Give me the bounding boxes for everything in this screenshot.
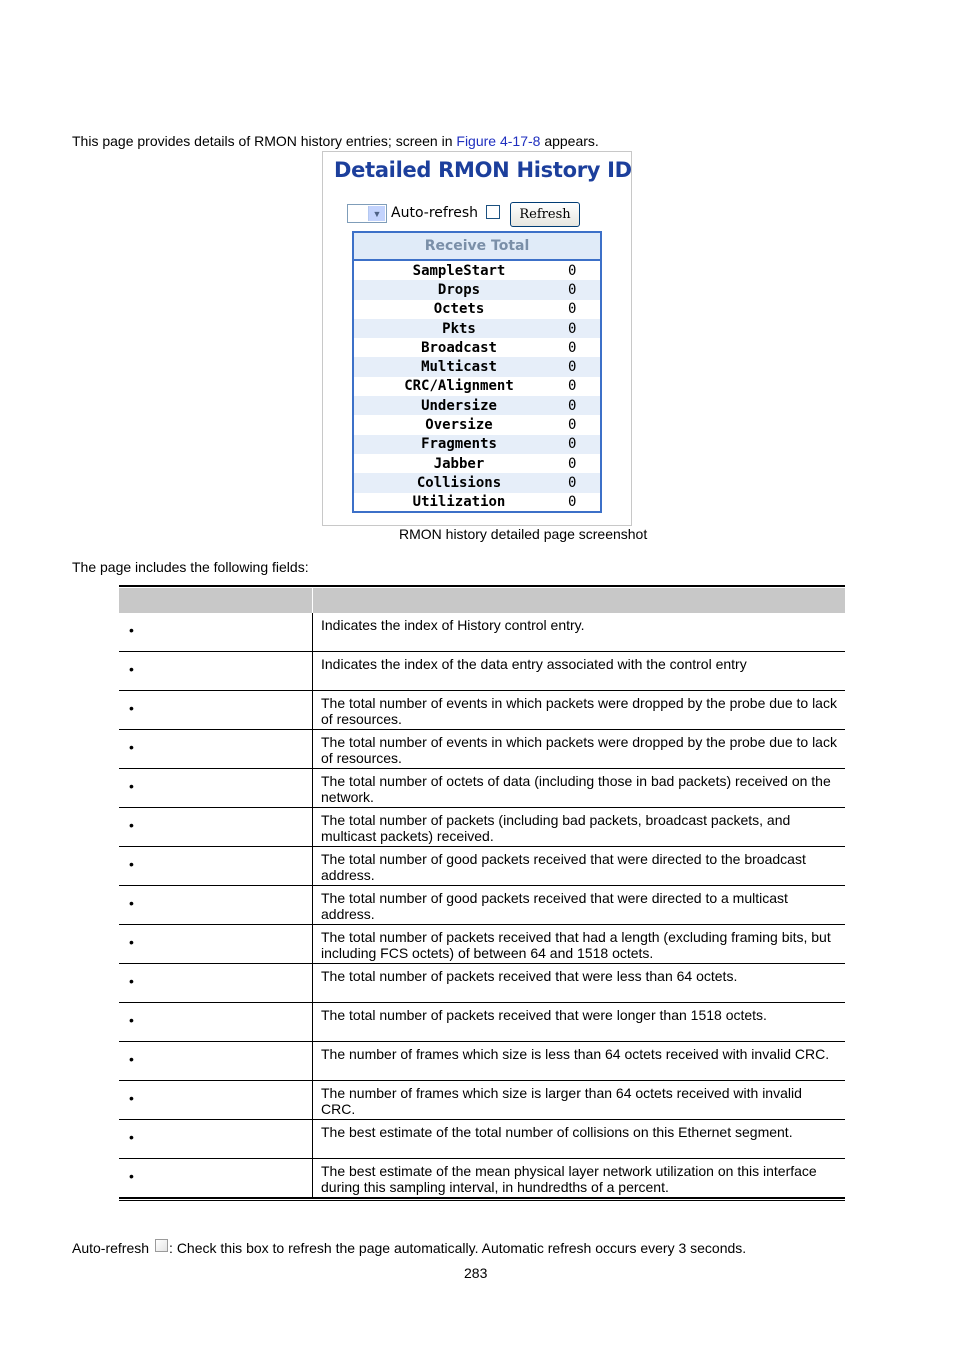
- bullet-icon: •: [129, 739, 134, 755]
- figure-caption: RMON history detailed page screenshot: [399, 526, 648, 542]
- table-row: [119, 769, 845, 808]
- bullet-icon: •: [129, 661, 134, 677]
- figure-link[interactable]: Figure 4-17-8: [456, 133, 541, 149]
- bullet-icon: •: [129, 700, 134, 716]
- field-name-cell: [119, 1003, 313, 1041]
- checkbox-icon: [155, 1239, 168, 1252]
- bullet-icon: •: [129, 778, 134, 794]
- stat-row: [354, 280, 600, 299]
- bullet-icon: •: [129, 1051, 134, 1067]
- field-name-cell: [119, 691, 313, 729]
- stat-label: Drops: [437, 281, 481, 298]
- table-row: [119, 613, 845, 652]
- bullet-icon: •: [129, 817, 134, 833]
- table-row: [119, 1081, 845, 1120]
- stat-row: [354, 415, 600, 434]
- table-header-row: [119, 587, 845, 613]
- field-description: Indicates the index of History control entry.: [321, 617, 585, 633]
- stat-value: 0: [568, 262, 577, 279]
- field-name-cell: [119, 808, 313, 846]
- bullet-icon: •: [129, 973, 134, 989]
- field-description: The number of frames which size is less than 64 octets received with invalid CRC.: [321, 1046, 830, 1062]
- field-name-cell: [119, 1081, 313, 1119]
- bullet-icon: •: [129, 622, 134, 638]
- stat-row: [354, 300, 600, 319]
- stat-label: Utilization: [412, 494, 506, 511]
- stat-row: [354, 454, 600, 473]
- field-description: The total number of good packets received that were directed to the broadcast address.: [321, 851, 806, 883]
- stat-row: [354, 493, 600, 512]
- stat-value: 0: [568, 397, 577, 414]
- table-row: [119, 691, 845, 730]
- fields-table: [119, 585, 845, 1201]
- field-description: The best estimate of the mean physical layer network utilization on this interface during this sampling interval, in hundredths of a percent.: [321, 1163, 817, 1195]
- field-name-cell: [119, 964, 313, 1002]
- stat-value: 0: [568, 417, 577, 434]
- intro-paragraph: [72, 133, 599, 149]
- bullet-icon: •: [129, 856, 134, 872]
- receive-total-table: [352, 231, 602, 513]
- page-number: 283: [464, 1265, 488, 1281]
- stat-label: Broadcast: [421, 339, 497, 356]
- refresh-button[interactable]: Refresh: [510, 202, 580, 227]
- field-rows: [119, 613, 845, 1198]
- receive-total-header: Receive Total: [354, 233, 600, 261]
- bullet-icon: •: [129, 1012, 134, 1028]
- stat-value: 0: [568, 378, 577, 395]
- auto-refresh-label: Auto-refresh: [391, 205, 479, 221]
- stat-label: CRC/Alignment: [404, 378, 514, 395]
- field-description: The total number of events in which packets were dropped by the probe due to lack of resources.: [321, 734, 837, 766]
- stat-row: [354, 338, 600, 357]
- bullet-icon: •: [129, 1090, 134, 1106]
- field-description: The total number of packets received that had a length (excluding framing bits, but including FCS octets) of between 64 and 1518 octets.: [321, 929, 831, 961]
- stat-label: Undersize: [421, 397, 497, 414]
- field-description: The total number of events in which packets were dropped by the probe due to lack of resources.: [321, 695, 837, 727]
- field-description: The total number of octets of data (including those in bad packets) received on the network.: [321, 773, 831, 805]
- rmon-screenshot: [322, 151, 632, 526]
- stat-label: Pkts: [442, 320, 476, 337]
- footnote-label: Auto-refresh: [72, 1240, 150, 1256]
- table-row: [119, 1159, 845, 1198]
- stat-row: [354, 435, 600, 454]
- fields-intro: The page includes the following fields:: [72, 559, 309, 575]
- stat-row: [354, 357, 600, 376]
- intro-text-after: appears.: [540, 133, 599, 149]
- table-row: [119, 964, 845, 1003]
- field-name-cell: [119, 769, 313, 807]
- screenshot-title: Detailed RMON History ID: [334, 158, 632, 182]
- stat-label: Octets: [433, 301, 485, 318]
- field-description: The total number of good packets received that were directed to a multicast address.: [321, 890, 788, 922]
- stat-value: 0: [568, 436, 577, 453]
- stat-value: 0: [568, 494, 577, 511]
- stat-rows: [354, 261, 600, 512]
- stat-label: Oversize: [425, 417, 493, 434]
- table-row: [119, 730, 845, 769]
- stat-label: Fragments: [421, 436, 497, 453]
- stat-label: Jabber: [433, 455, 485, 472]
- stat-value: 0: [568, 281, 577, 298]
- bullet-icon: •: [129, 1168, 134, 1184]
- table-row: [119, 847, 845, 886]
- field-name-cell: [119, 925, 313, 963]
- field-description: The number of frames which size is larger than 64 octets received with invalid CRC.: [321, 1085, 802, 1117]
- stat-value: 0: [568, 339, 577, 356]
- table-row: [119, 925, 845, 964]
- stat-label: SampleStart: [412, 262, 506, 279]
- field-name-cell: [119, 730, 313, 768]
- auto-refresh-checkbox[interactable]: [486, 205, 500, 219]
- stat-row: [354, 319, 600, 338]
- field-name-cell: [119, 613, 313, 651]
- field-name-cell: [119, 886, 313, 924]
- field-description: The best estimate of the total number of collisions on this Ethernet segment.: [321, 1124, 793, 1140]
- id-select[interactable]: [347, 204, 387, 223]
- stat-value: 0: [568, 359, 577, 376]
- field-description: Indicates the index of the data entry associated with the control entry: [321, 656, 747, 672]
- field-description: The total number of packets (including bad packets, broadcast packets, and multicast packets) received.: [321, 812, 791, 844]
- chevron-down-icon[interactable]: ▼: [368, 206, 385, 221]
- field-name-cell: [119, 1159, 313, 1197]
- field-name-cell: [119, 1042, 313, 1080]
- stat-value: 0: [568, 474, 577, 491]
- auto-refresh-note: [72, 1239, 746, 1256]
- stat-row: [354, 261, 600, 280]
- table-bottom-rule: [119, 1198, 845, 1201]
- stat-value: 0: [568, 301, 577, 318]
- stat-label: Collisions: [416, 474, 502, 491]
- stat-label: Multicast: [421, 359, 497, 376]
- bullet-icon: •: [129, 895, 134, 911]
- table-row: [119, 1120, 845, 1159]
- footnote-text: : Check this box to refresh the page automatically. Automatic refresh occurs every 3 seconds.: [169, 1240, 747, 1256]
- bullet-icon: •: [129, 934, 134, 950]
- stat-row: [354, 396, 600, 415]
- stat-row: [354, 377, 600, 396]
- table-row: [119, 808, 845, 847]
- field-description: The total number of packets received that were less than 64 octets.: [321, 968, 738, 984]
- table-row: [119, 652, 845, 691]
- stat-row: [354, 473, 600, 492]
- field-name-cell: [119, 1120, 313, 1158]
- table-row: [119, 1003, 845, 1042]
- bullet-icon: •: [129, 1129, 134, 1145]
- stat-value: 0: [568, 320, 577, 337]
- field-name-cell: [119, 847, 313, 885]
- table-row: [119, 1042, 845, 1081]
- field-description: The total number of packets received that were longer than 1518 octets.: [321, 1007, 767, 1023]
- table-row: [119, 886, 845, 925]
- intro-text-before: This page provides details of RMON history entries; screen in: [72, 133, 457, 149]
- field-name-cell: [119, 652, 313, 690]
- stat-value: 0: [568, 455, 577, 472]
- header-separator: [312, 588, 313, 613]
